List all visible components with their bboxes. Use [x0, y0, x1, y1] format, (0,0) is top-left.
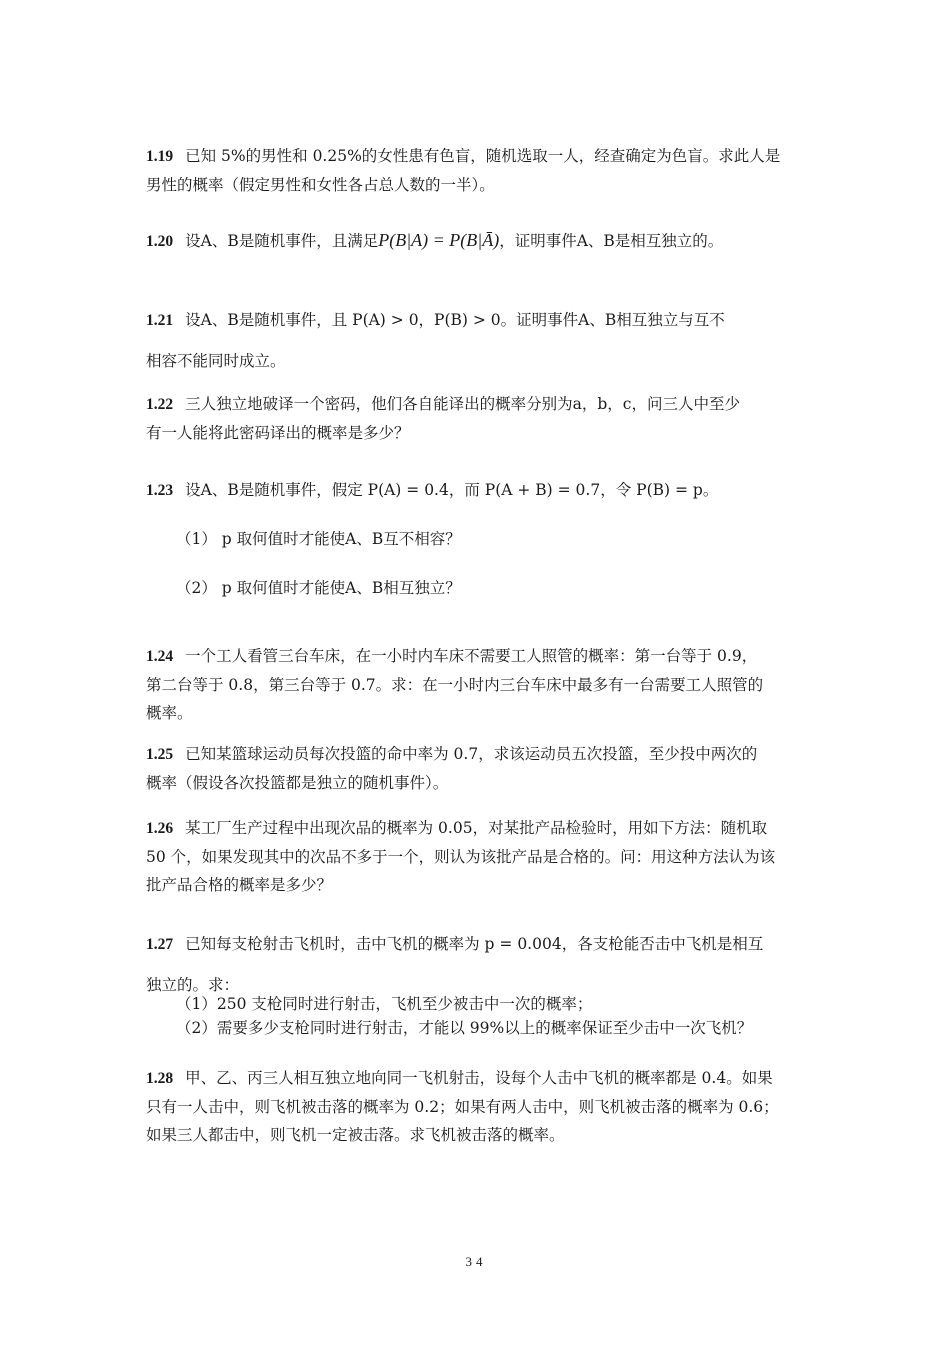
- problem-text-part: 设A、B是随机事件，且满足: [185, 232, 379, 250]
- page-number: 34: [465, 1254, 487, 1269]
- sub-question: （1） p 取何值时才能使A、B互不相容？: [176, 530, 461, 548]
- problem-1-20: [146, 226, 818, 256]
- problem-text-line: 概率。: [146, 704, 193, 722]
- problem-1-25: [146, 740, 818, 797]
- problem-number: 1.26: [146, 820, 174, 837]
- problem-number: 1.23: [146, 482, 174, 499]
- problem-text-line: 三人独立地破译一个密码，他们各自能译出的概率分别为a，b，c，问三人中至少: [185, 395, 740, 413]
- problem-number: 1.21: [146, 312, 174, 329]
- problem-number: 1.27: [146, 936, 174, 953]
- problem-text-line: 一个工人看管三台车床，在一小时内车床不需要工人照管的概率：第一台等于 0.9，: [185, 647, 758, 665]
- sub-question: （2） p 取何值时才能使A、B相互独立？: [176, 579, 461, 597]
- problem-1-19: [146, 142, 818, 199]
- problem-text-line: 甲、乙、丙三人相互独立地向同一飞机射击，设每个人击中飞机的概率都是 0.4。如果: [185, 1069, 773, 1087]
- problem-text-line: 概率（假设各次投篮都是独立的随机事件）。: [146, 774, 449, 792]
- sub-question: （2）需要多少支枪同时进行射击，才能以 99%以上的概率保证至少击中一次飞机？: [176, 1019, 753, 1037]
- problem-text-line: 已知每支枪射击飞机时，击中飞机的概率为 p = 0.004，各支枪能否击中飞机是相互: [185, 935, 764, 953]
- problem-1-22: [146, 390, 818, 447]
- problem-1-24: [146, 642, 818, 727]
- problem-number: 1.19: [146, 148, 174, 165]
- problem-text-line: 某工厂生产过程中出现次品的概率为 0.05，对某批产品检验时，用如下方法：随机取: [185, 819, 768, 837]
- problem-text-line: 只有一人击中，则飞机被击落的概率为 0.2；如果有两人击中，则飞机被击落的概率为 0.6；: [146, 1098, 779, 1116]
- problem-text-part: ，证明事件A、B是相互独立的。: [499, 232, 724, 250]
- problem-number: 1.24: [146, 648, 174, 665]
- problem-1-28: [146, 1064, 818, 1149]
- problem-text-line: 第二台等于 0.8，第三台等于 0.7。求：在一小时内三台车床中最多有一台需要工人照管的: [146, 676, 764, 694]
- problem-text-line: 如果三人都击中，则飞机一定被击落。求飞机被击落的概率。: [146, 1126, 565, 1144]
- problem-text-line: 已知 5%的男性和 0.25%的女性患有色盲，随机选取一人，经查确定为色盲。求此人是: [185, 147, 781, 165]
- sub-question: （1）250 支枪同时进行射击，飞机至少被击中一次的概率；: [176, 995, 593, 1013]
- problem-text-line: 50 个，如果发现其中的次品不多于一个，则认为该批产品是合格的。问：用这种方法认为该: [146, 848, 776, 866]
- problem-text-line: 已知某篮球运动员每次投篮的命中率为 0.7，求该运动员五次投篮，至少投中两次的: [185, 745, 758, 763]
- problem-1-21: [146, 300, 818, 381]
- formula: P(B|A) = P(B|Ā): [378, 230, 500, 250]
- problem-number: 1.22: [146, 396, 174, 413]
- problem-text-line: 男性的概率（假定男性和女性各占总人数的一半）。: [146, 176, 495, 194]
- problem-text-line: 设A、B是随机事件，假定 P(A) = 0.4，而 P(A + B) = 0.7，令 P(B) = p。: [185, 481, 719, 499]
- problem-text-line: 独立的。求：: [146, 976, 240, 994]
- problem-1-26: [146, 814, 818, 899]
- problem-text-line: 相容不能同时成立。: [146, 352, 286, 370]
- problem-text-line: 设A、B是随机事件，且 P(A) > 0，P(B) > 0。证明事件A、B相互独立与互不: [185, 311, 725, 329]
- problem-text-line: 有一人能将此密码译出的概率是多少？: [146, 424, 410, 442]
- problem-number: 1.20: [146, 233, 174, 250]
- problem-text-line: 批产品合格的概率是多少？: [146, 876, 333, 894]
- problem-1-23: [146, 476, 818, 505]
- problem-number: 1.28: [146, 1070, 174, 1087]
- problem-number: 1.25: [146, 746, 174, 763]
